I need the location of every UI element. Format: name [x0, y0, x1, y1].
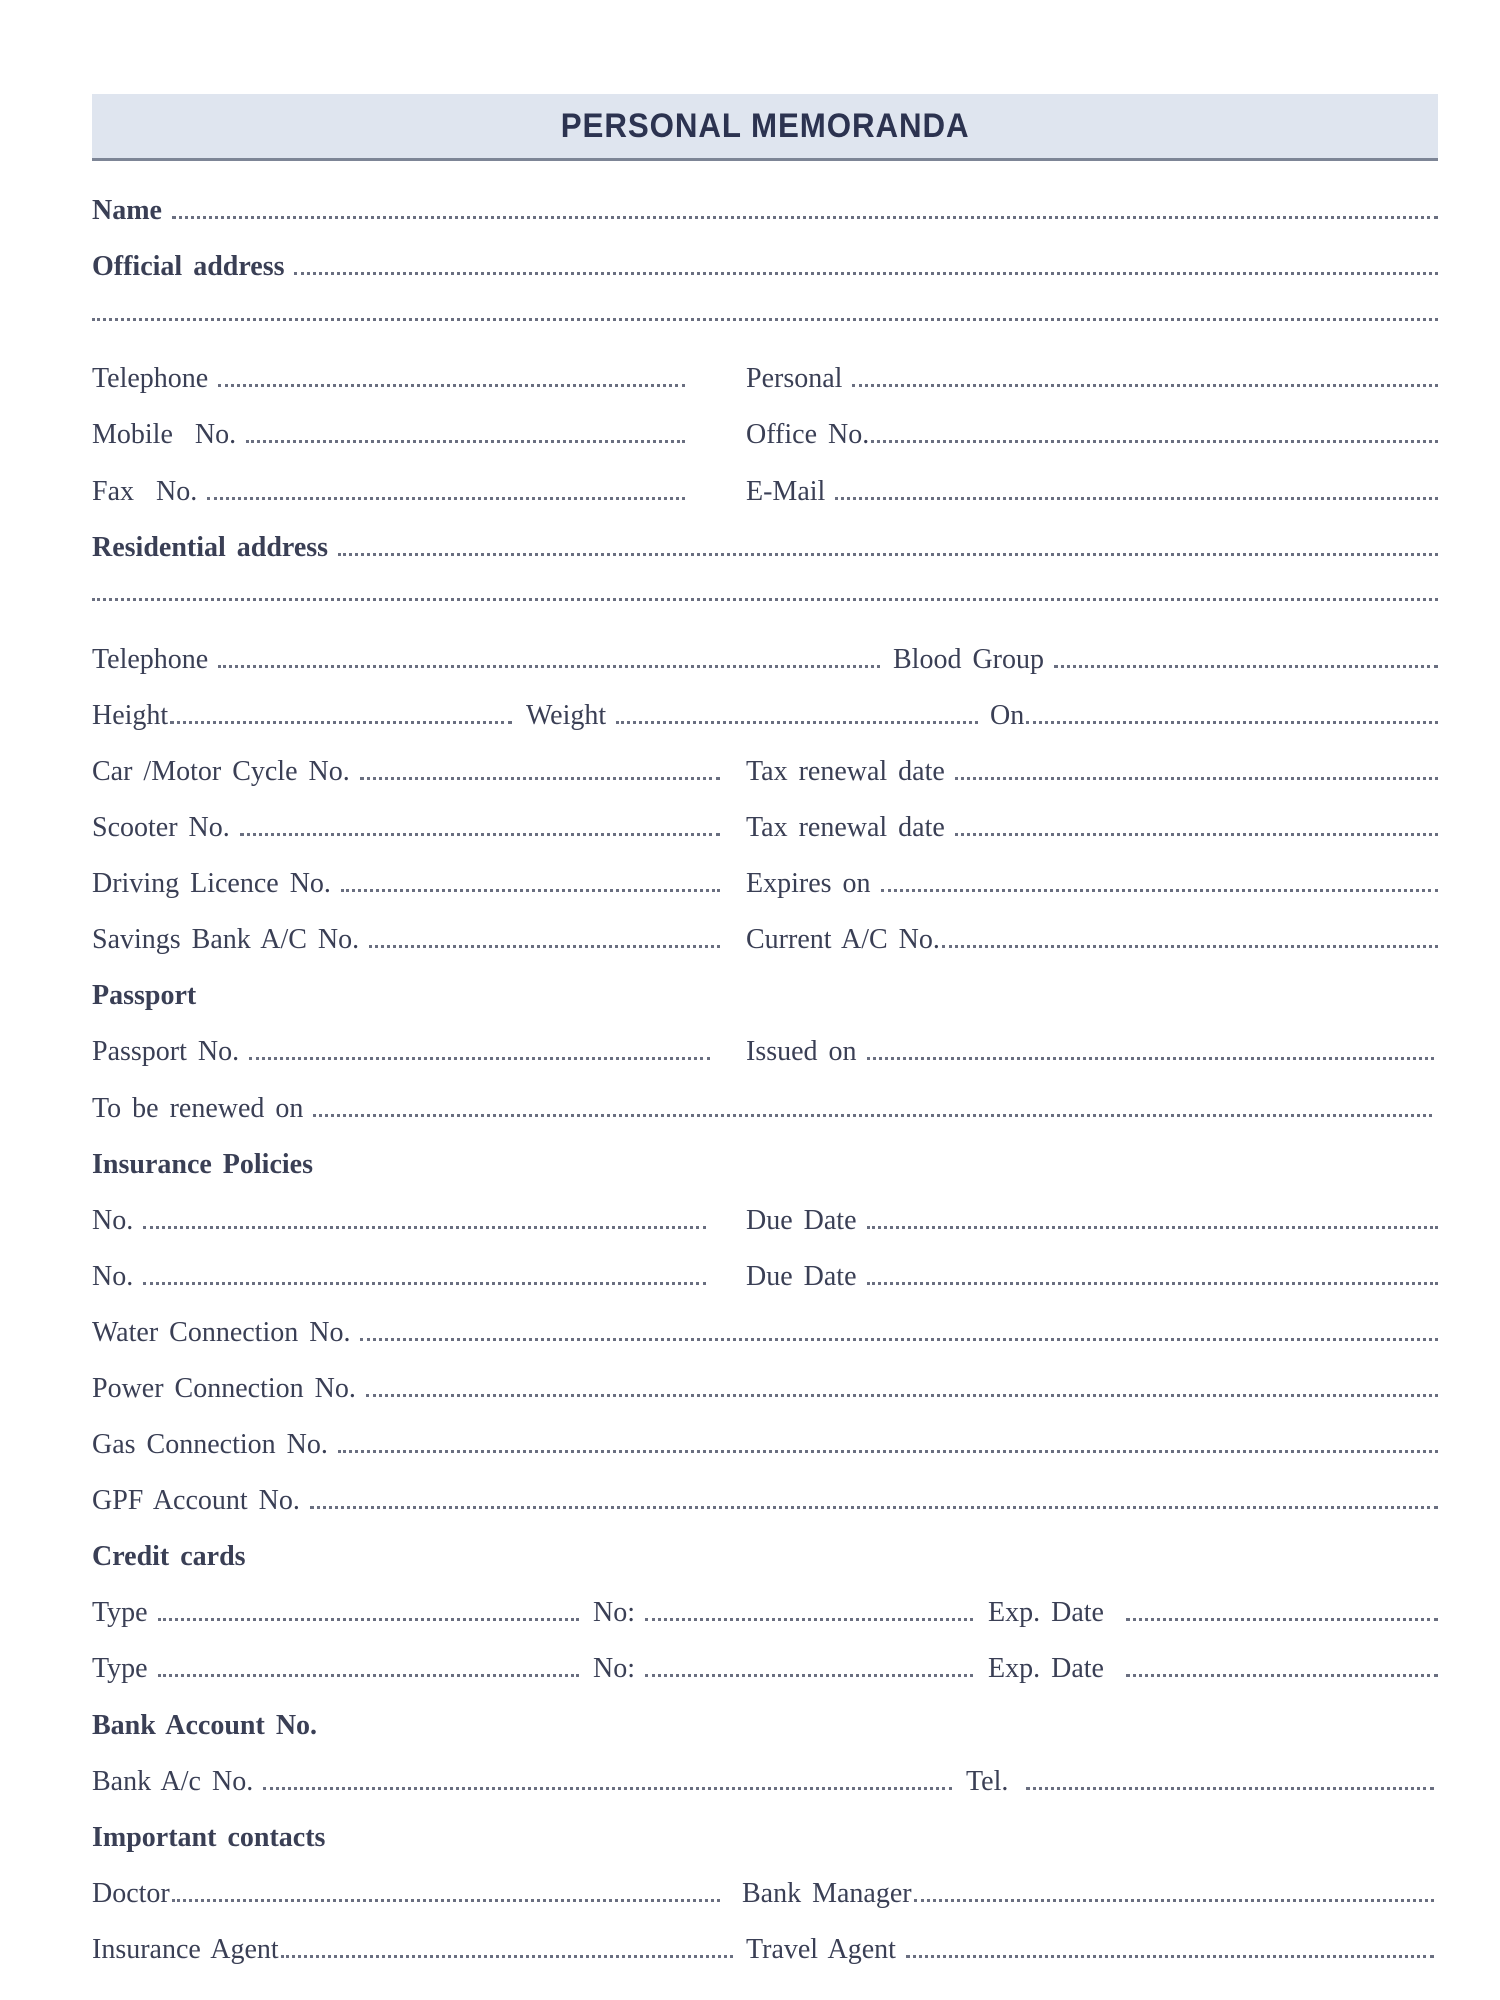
passport-no-line[interactable]: [249, 1057, 710, 1060]
row-gpf: [92, 1473, 1438, 1529]
page-header: [92, 94, 1438, 161]
bank-heading: Bank Account No.: [92, 1709, 318, 1741]
row-policy-2: [92, 1249, 1438, 1305]
name-field[interactable]: Name: [92, 195, 1438, 227]
blood-group-line[interactable]: [1054, 665, 1438, 668]
official-address-line[interactable]: [294, 272, 1438, 275]
card-type-field[interactable]: Type: [92, 1653, 579, 1685]
fax-line[interactable]: [207, 497, 685, 500]
scooter-tax-line[interactable]: [955, 833, 1438, 836]
row-power: [92, 1361, 1438, 1417]
row-licence: [92, 856, 1438, 912]
row-res-telephone: [92, 632, 1438, 688]
on-line[interactable]: [1026, 721, 1438, 724]
personal-field[interactable]: Personal: [746, 363, 1438, 395]
gpf-field[interactable]: GPF Account No.: [92, 1485, 1438, 1517]
savings-line[interactable]: [369, 945, 720, 948]
on-field[interactable]: On: [990, 700, 1438, 732]
row-official-address: [92, 239, 1438, 295]
row-residential-address: [92, 520, 1438, 576]
exp-date-field[interactable]: Exp. Date: [988, 1597, 1438, 1629]
scooter-tax-field[interactable]: Tax renewal date: [746, 812, 1438, 844]
row-mobile: [92, 407, 1438, 463]
current-line[interactable]: [942, 945, 1438, 948]
row-contacts-heading: [92, 1810, 1438, 1866]
bank-manager-line[interactable]: [914, 1899, 1434, 1902]
mobile-field[interactable]: Mobile No.: [92, 419, 685, 451]
gas-line[interactable]: [338, 1450, 1438, 1453]
official-address-field[interactable]: Official address: [92, 251, 1438, 283]
policy-no-field[interactable]: No.: [92, 1205, 706, 1237]
due-date-field[interactable]: Due Date: [746, 1205, 1438, 1237]
policy-no-line[interactable]: [143, 1282, 706, 1285]
row-bank-ac: [92, 1754, 1438, 1810]
bank-ac-field[interactable]: Bank A/c No.: [92, 1766, 952, 1798]
row-renewed: [92, 1081, 1438, 1137]
insurance-agent-field[interactable]: Insurance Agent: [92, 1934, 733, 1966]
due-date-line[interactable]: [867, 1226, 1438, 1229]
row-passport-no: [92, 1024, 1438, 1080]
water-field[interactable]: Water Connection No.: [92, 1317, 1438, 1349]
issued-on-field[interactable]: Issued on: [746, 1036, 1434, 1068]
expires-field[interactable]: Expires on: [746, 868, 1438, 900]
email-field[interactable]: E-Mail: [746, 476, 1438, 508]
weight-field[interactable]: Weight: [526, 700, 978, 732]
bank-manager-field[interactable]: Bank Manager: [742, 1878, 1434, 1910]
blood-group-field[interactable]: Blood Group: [893, 644, 1438, 676]
row-water: [92, 1305, 1438, 1361]
row-card-1: [92, 1585, 1438, 1641]
car-tax-field[interactable]: Tax renewal date: [746, 756, 1438, 788]
email-line[interactable]: [835, 497, 1438, 500]
tel-line[interactable]: [1026, 1787, 1434, 1790]
credit-heading: Credit cards: [92, 1541, 246, 1573]
name-line[interactable]: [172, 216, 1438, 219]
due-date-field[interactable]: Due Date: [746, 1261, 1438, 1293]
exp-date-line[interactable]: [1126, 1618, 1438, 1621]
exp-date-line[interactable]: [1126, 1674, 1438, 1677]
expires-line[interactable]: [881, 889, 1438, 892]
power-field[interactable]: Power Connection No.: [92, 1373, 1438, 1405]
travel-agent-line[interactable]: [906, 1955, 1434, 1958]
row-height-weight: [92, 688, 1438, 744]
card-type-line[interactable]: [158, 1618, 579, 1621]
height-line[interactable]: [170, 721, 512, 724]
passport-heading: Passport: [92, 980, 197, 1012]
row-residential-address-2: [92, 576, 1438, 632]
exp-date-field[interactable]: Exp. Date: [988, 1653, 1438, 1685]
row-scooter: [92, 800, 1438, 856]
insurance-agent-line[interactable]: [281, 1955, 733, 1958]
scooter-field[interactable]: Scooter No.: [92, 812, 720, 844]
renewed-field[interactable]: To be renewed on: [92, 1093, 1432, 1125]
weight-line[interactable]: [616, 721, 978, 724]
current-field[interactable]: Current A/C No.: [746, 924, 1438, 956]
due-date-line[interactable]: [867, 1282, 1438, 1285]
card-no-field[interactable]: No:: [593, 1653, 973, 1685]
row-gas: [92, 1417, 1438, 1473]
car-line[interactable]: [360, 777, 720, 780]
scooter-line[interactable]: [240, 833, 720, 836]
residential-address-line-2[interactable]: [92, 598, 1438, 601]
licence-field[interactable]: Driving Licence No.: [92, 868, 720, 900]
card-type-field[interactable]: Type: [92, 1597, 579, 1629]
card-no-line[interactable]: [645, 1618, 973, 1621]
row-credit-heading: [92, 1529, 1438, 1585]
passport-no-field[interactable]: Passport No.: [92, 1036, 710, 1068]
gas-field[interactable]: Gas Connection No.: [92, 1429, 1438, 1461]
row-fax: [92, 463, 1438, 519]
row-card-2: [92, 1641, 1438, 1697]
car-field[interactable]: Car /Motor Cycle No.: [92, 756, 720, 788]
row-passport-heading: [92, 968, 1438, 1024]
telephone-line[interactable]: [218, 384, 685, 387]
row-telephone: [92, 351, 1438, 407]
policy-no-field[interactable]: No.: [92, 1261, 706, 1293]
savings-field[interactable]: Savings Bank A/C No.: [92, 924, 720, 956]
card-no-line[interactable]: [645, 1674, 973, 1677]
bank-ac-line[interactable]: [263, 1787, 952, 1790]
fax-field[interactable]: Fax No.: [92, 476, 685, 508]
licence-line[interactable]: [341, 889, 720, 892]
telephone-field[interactable]: Telephone: [92, 363, 685, 395]
row-bank-heading: [92, 1698, 1438, 1754]
gpf-line[interactable]: [310, 1506, 1438, 1509]
official-address-line-2[interactable]: [92, 318, 1438, 321]
page-title: PERSONAL MEMORANDA: [560, 106, 970, 145]
residential-address-line[interactable]: [338, 553, 1438, 556]
residential-address-field[interactable]: Residential address: [92, 532, 1438, 564]
doctor-line[interactable]: [172, 1899, 720, 1902]
insurance-heading: Insurance Policies: [92, 1148, 313, 1180]
row-agents: [92, 1922, 1438, 1978]
res-telephone-line[interactable]: [218, 665, 880, 668]
car-tax-line[interactable]: [955, 777, 1438, 780]
memoranda-form: [92, 183, 1438, 1978]
office-no-line[interactable]: [871, 440, 1438, 443]
office-no-field[interactable]: Office No.: [746, 419, 1438, 451]
renewed-line[interactable]: [313, 1114, 1432, 1117]
row-policy-1: [92, 1193, 1438, 1249]
card-no-field[interactable]: No:: [593, 1597, 973, 1629]
row-savings: [92, 912, 1438, 968]
policy-no-line[interactable]: [143, 1226, 706, 1229]
res-telephone-field[interactable]: Telephone: [92, 644, 880, 676]
doctor-field[interactable]: Doctor: [92, 1878, 720, 1910]
personal-line[interactable]: [852, 384, 1438, 387]
row-car: [92, 744, 1438, 800]
tel-field[interactable]: Tel.: [966, 1766, 1434, 1798]
issued-on-line[interactable]: [867, 1057, 1434, 1060]
row-name: [92, 183, 1438, 239]
travel-agent-field[interactable]: Travel Agent: [746, 1934, 1434, 1966]
height-field[interactable]: Height: [92, 700, 512, 732]
power-line[interactable]: [366, 1394, 1438, 1397]
row-insurance-heading: [92, 1137, 1438, 1193]
row-official-address-2: [92, 295, 1438, 351]
row-doctor: [92, 1866, 1438, 1922]
water-line[interactable]: [360, 1338, 1438, 1341]
contacts-heading: Important contacts: [92, 1821, 326, 1853]
card-type-line[interactable]: [158, 1674, 579, 1677]
mobile-line[interactable]: [246, 440, 685, 443]
